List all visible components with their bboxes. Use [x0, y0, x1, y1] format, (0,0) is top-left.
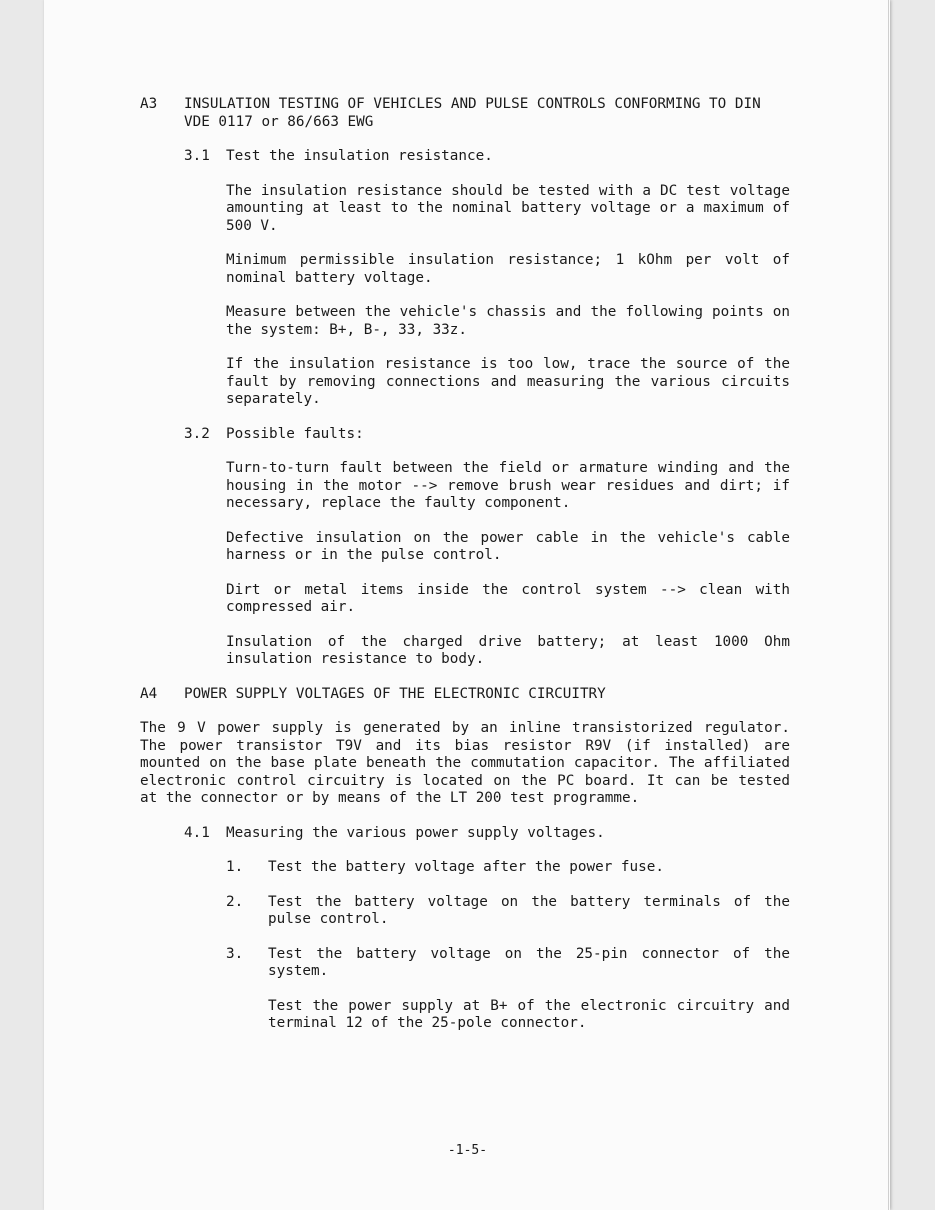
list-item-number: 1. [226, 859, 244, 875]
section-number: A4 [140, 685, 158, 702]
paragraph: Turn-to-turn fault between the field or armature winding and the housing in the motor --> remove brush wear residues and dirt; if necessary, replace the faulty component. [226, 460, 790, 511]
note-paragraph: Test the power supply at B+ of the electronic circuitry and terminal 12 of the 25-pole connector. [268, 997, 790, 1031]
subsection-title: Possible faults: [226, 425, 364, 442]
page-edge [888, 0, 889, 1210]
section-title: INSULATION TESTING OF VEHICLES AND PULSE CONTROLS CONFORMING TO DIN VDE 0117 or 86/663 EWG [184, 96, 761, 130]
intro-paragraph: The 9 V power supply is generated by an inline transistorized regulator. The power transistor T9V and its bias resistor R9V (if installed) are mounted on the base plate beneath the commutation capacitor. The affiliated electronic control circuitry is located on the PC board. It can be tested at the connector or by means of the LT 200 test programme. [140, 720, 790, 806]
paragraph: If the insulation resistance is too low, trace the source of the fault by removing connections and measuring the various circuits separately. [226, 356, 790, 407]
section-a3-heading [140, 96, 790, 131]
subsection-number: 3.2 [184, 425, 210, 442]
subsection-number: 4.1 [184, 824, 210, 841]
subsection-4-1-heading [140, 825, 790, 843]
paragraph: Dirt or metal items inside the control system --> clean with compressed air. [226, 581, 790, 615]
paragraph: Minimum permissible insulation resistance; 1 kOhm per volt of nominal battery voltage. [226, 252, 790, 286]
list-item [140, 859, 790, 877]
list-item-text: Test the battery voltage on the 25-pin connector of the system. [268, 945, 790, 979]
paragraph: Measure between the vehicle's chassis and the following points on the system: B+, B-, 33, 33z. [226, 304, 790, 338]
list-item-text: Test the battery voltage after the power fuse. [268, 859, 664, 875]
list-item-text: Test the battery voltage on the battery terminals of the pulse control. [268, 893, 790, 927]
list-item-number: 2. [226, 893, 244, 910]
document-body [140, 96, 790, 1033]
paragraph: The insulation resistance should be tested with a DC test voltage amounting at least to the nominal battery voltage or a maximum of 500 V. [226, 182, 790, 234]
list-item [140, 946, 790, 981]
subsection-title: Test the insulation resistance. [226, 148, 493, 164]
list-item [140, 894, 790, 929]
paragraph: Defective insulation on the power cable in the vehicle's cable harness or in the pulse control. [226, 529, 790, 563]
list-item-number: 3. [226, 945, 244, 962]
section-number: A3 [140, 96, 158, 112]
section-title: POWER SUPPLY VOLTAGES OF THE ELECTRONIC CIRCUITRY [184, 685, 606, 702]
subsection-title: Measuring the various power supply voltages. [226, 824, 605, 841]
subsection-3-2-heading [140, 426, 790, 444]
paragraph: Insulation of the charged drive battery; at least 1000 Ohm insulation resistance to body. [226, 633, 790, 667]
section-a4-heading [140, 686, 790, 704]
subsection-3-1-heading [140, 148, 790, 166]
subsection-number: 3.1 [184, 148, 210, 164]
page-number: -1-5- [447, 1143, 488, 1158]
